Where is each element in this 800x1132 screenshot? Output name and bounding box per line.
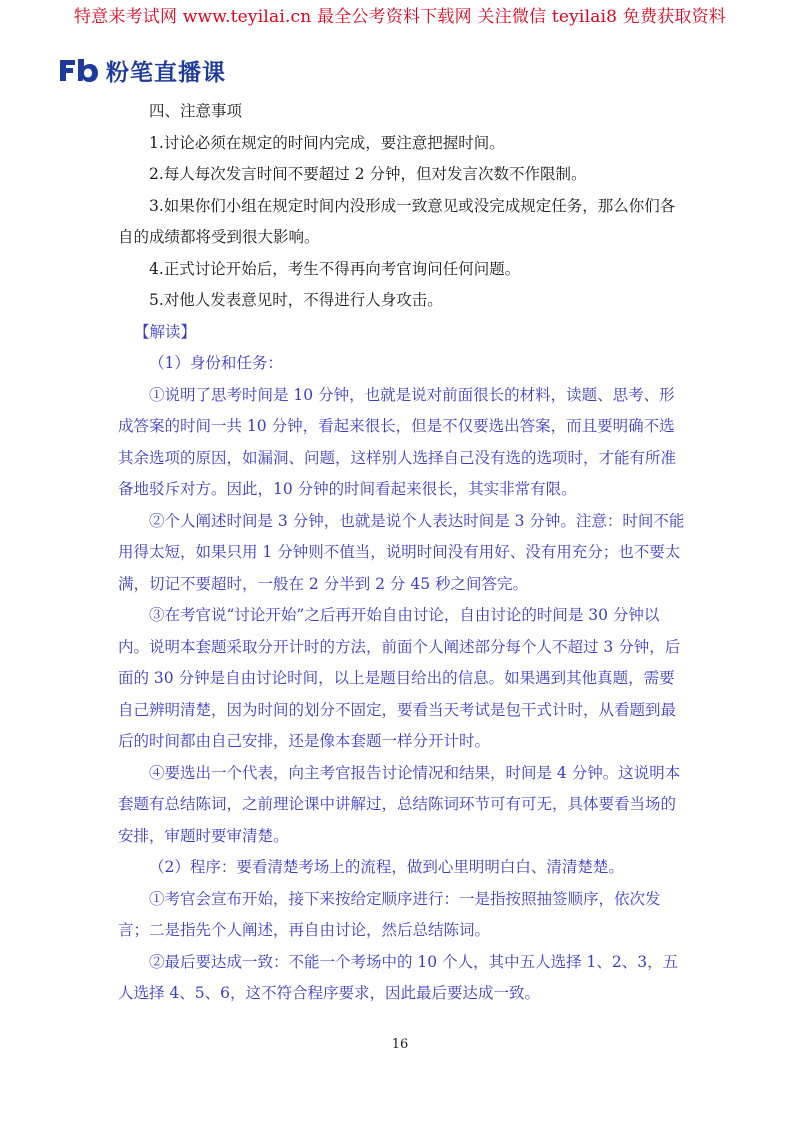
interpretation-item: ②个人阐述时间是 3 分钟，也就是说个人表达时间是 3 分钟。注意：时间不能用得太短，如果只用 1 分钟则不值当，说明时间没有用好、没有用充分；也不要太满，切记不要超时，一般在 2 分半到 2 分 45 秒之间答完。 bbox=[118, 511, 685, 593]
document-body bbox=[118, 96, 688, 1010]
note-item: 4.正式讨论开始后，考生不得再向考官询问任何问题。 bbox=[149, 259, 521, 278]
note-item: 1.讨论必须在规定的时间内完成，要注意把握时间。 bbox=[149, 133, 505, 152]
header-banner[interactable]: 特意来考试网 www.teyilai.cn 最全公考资料下载网 关注微信 teyilai8 免费获取资料 bbox=[73, 7, 727, 27]
interpretation-item: ①说明了思考时间是 10 分钟，也就是说对前面很长的材料，读题、思考、形成答案的时间一共 10 分钟，看起来很长，但是不仅要选出答案，而且要明确不选其余选项的原因，如漏洞、问题，这样别人选择自己没有选的选项时，才能有所准备地驳斥对方。因此，10 分钟的时间看起来很长，其实非常有限。 bbox=[118, 385, 677, 498]
note-item: 2.每人每次发言时间不要超过 2 分钟，但对发言次数不作限制。 bbox=[149, 165, 587, 183]
interpretation-item: ②最后要达成一致：不能一个考场中的 10 个人，其中五人选择 1、2、3，五人选择 4、5、6，这不符合程序要求，因此最后要达成一致。 bbox=[118, 952, 679, 1002]
note-item: 5.对他人发表意见时，不得进行人身攻击。 bbox=[149, 291, 443, 309]
section-title: 四、注意事项 bbox=[149, 102, 243, 120]
part2-title: （2）程序：要看清楚考场上的流程，做到心里明明白白、清清楚楚。 bbox=[149, 858, 624, 876]
note-item: 3.如果你们小组在规定时间内没形成一致意见或没完成规定任务，那么你们各自的成绩都将受到很大影响。 bbox=[118, 196, 676, 246]
logo-text: 粉笔直播课 bbox=[106, 59, 226, 86]
interpretation-item: ①考官会宣布开始，接下来按给定顺序进行：一是指按照抽签顺序，依次发言；二是指先个人阐述，再自由讨论，然后总结陈词。 bbox=[118, 889, 661, 939]
part1-title: （1）身份和任务： bbox=[149, 354, 283, 372]
brand-logo bbox=[58, 56, 226, 84]
interpretation-label: 【解读】 bbox=[134, 322, 197, 341]
interpretation-item: ③在考官说“讨论开始”之后再开始自由讨论，自由讨论的时间是 30 分钟以内。说明本套题采取分开计时的方法，前面个人阐述部分每个人不超过 3 分钟，后面的 30 分钟是自由讨论时间，以上是题目给出的信息。如果遇到其他真题，需要自己辨明清楚，因为时间的划分不固定，要看当天考试是包干式计时，从看题到最后的时间都由自己安排，还是像本套题一样分开计时。 bbox=[118, 606, 681, 750]
interpretation-item: ④要选出一个代表，向主考官报告讨论情况和结果，时间是 4 分钟。这说明本套题有总结陈词，之前理论课中讲解过，总结陈词环节可有可无，具体要看当场的安排，审题时要审清楚。 bbox=[118, 763, 681, 845]
page-number: 16 bbox=[391, 1037, 409, 1052]
fenbi-logo-icon bbox=[58, 57, 100, 83]
